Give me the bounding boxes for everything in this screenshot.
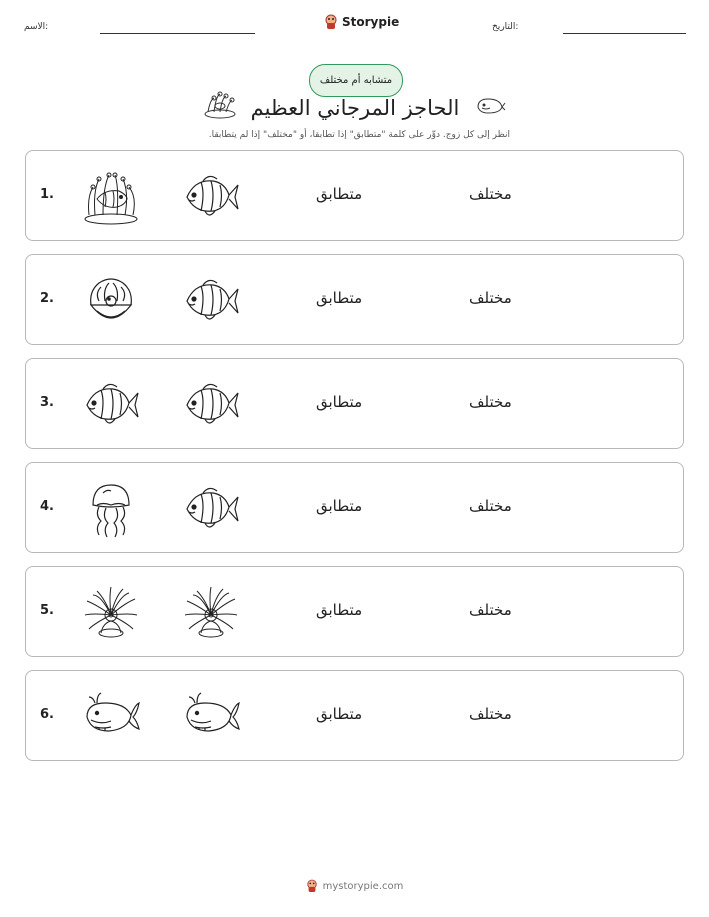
date-label: التاريخ: (492, 22, 519, 32)
different-option[interactable]: مختلف (469, 497, 512, 515)
brand (324, 14, 399, 30)
different-option[interactable]: مختلف (469, 393, 512, 411)
whale-icon (474, 95, 506, 117)
clownfish-icon (181, 167, 241, 227)
worksheet-type-badge (309, 64, 403, 97)
instructions: انظر إلى كل زوج. دوِّر على كلمة "متطابق" إذا تطابقا، أو "مختلف" إذا لم يتطابقا. (208, 130, 510, 140)
same-option[interactable]: متطابق (316, 393, 363, 411)
different-option[interactable]: مختلف (469, 705, 512, 723)
different-option[interactable]: مختلف (469, 185, 512, 203)
row-number: 6. (40, 707, 54, 722)
sea-anemone-icon (81, 583, 141, 643)
exercise-row (25, 358, 684, 449)
different-option[interactable]: مختلف (469, 289, 512, 307)
clownfish-icon (181, 479, 241, 539)
clam-pearl-icon (81, 271, 141, 331)
name-line[interactable] (100, 33, 255, 34)
sea-anemone-icon (181, 583, 241, 643)
storypie-logo-icon (306, 879, 318, 893)
page-title: الحاجز المرجاني العظيم (250, 96, 460, 120)
row-number: 1. (40, 187, 54, 202)
same-option[interactable]: متطابق (316, 289, 363, 307)
clownfish-icon (181, 271, 241, 331)
footer-site[interactable]: mystorypie.com (322, 880, 404, 892)
row-number: 4. (40, 499, 54, 514)
coral-icon (202, 90, 238, 120)
footer (0, 879, 709, 893)
clownfish-icon (81, 375, 141, 435)
badge-label: متشابه أم مختلف (319, 75, 393, 86)
name-label: الاسم: (24, 22, 49, 32)
exercise-row (25, 150, 684, 241)
exercise-row (25, 670, 684, 761)
jellyfish-icon (81, 479, 141, 539)
same-option[interactable]: متطابق (316, 601, 363, 619)
row-number: 5. (40, 603, 54, 618)
row-number: 2. (40, 291, 54, 306)
whale-icon (181, 687, 241, 747)
brand-name: Storypie (342, 15, 400, 29)
same-option[interactable]: متطابق (316, 497, 363, 515)
storypie-logo-icon (324, 14, 338, 30)
clownfish-icon (181, 375, 241, 435)
different-option[interactable]: مختلف (469, 601, 512, 619)
same-option[interactable]: متطابق (316, 705, 363, 723)
date-line[interactable] (563, 33, 686, 34)
row-number: 3. (40, 395, 54, 410)
same-option[interactable]: متطابق (316, 185, 363, 203)
exercise-row (25, 254, 684, 345)
exercise-row (25, 462, 684, 553)
exercise-row (25, 566, 684, 657)
whale-icon (81, 687, 141, 747)
anemone-clownfish-icon (81, 167, 141, 227)
